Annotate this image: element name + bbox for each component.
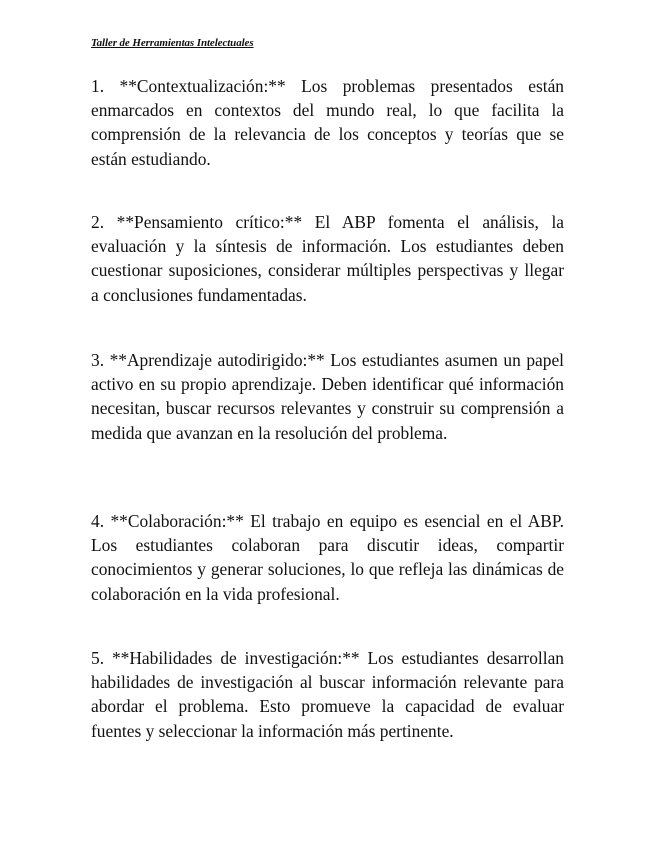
paragraph-colaboracion: 4. **Colaboración:** El trabajo en equipo es esencial en el ABP. Los estudiantes colaboran para discutir ideas, compartir conocimientos y generar soluciones, lo que refleja las dinámicas de colaboración en la vida profesional. bbox=[91, 511, 564, 604]
page-header: Taller de Herramientas Intelectuales bbox=[91, 37, 254, 49]
paragraph-contextualizacion: 1. **Contextualización:** Los problemas presentados están enmarcados en contextos del mundo real, lo que facilita la comprensión de la relevancia de los conceptos y teorías que se están estudiando. bbox=[91, 76, 564, 169]
paragraph-habilidades-investigacion: 5. **Habilidades de investigación:** Los estudiantes desarrollan habilidades de investigación al buscar información relevante para abordar el problema. Esto promueve la capacidad de evaluar fuentes y seleccionar la información más pertinente. bbox=[91, 648, 564, 741]
paragraph-aprendizaje-autodirigido: 3. **Aprendizaje autodirigido:** Los estudiantes asumen un papel activo en su propio aprendizaje. Deben identificar qué información necesitan, buscar recursos relevantes y construir su comprensión a medida que avanzan en la resolución del problema. bbox=[91, 350, 564, 443]
paragraph-pensamiento-critico: 2. **Pensamiento crítico:** El ABP fomenta el análisis, la evaluación y la síntesis de información. Los estudiantes deben cuestionar suposiciones, considerar múltiples perspectivas y llegar a conclusiones fundamentadas. bbox=[91, 212, 564, 305]
